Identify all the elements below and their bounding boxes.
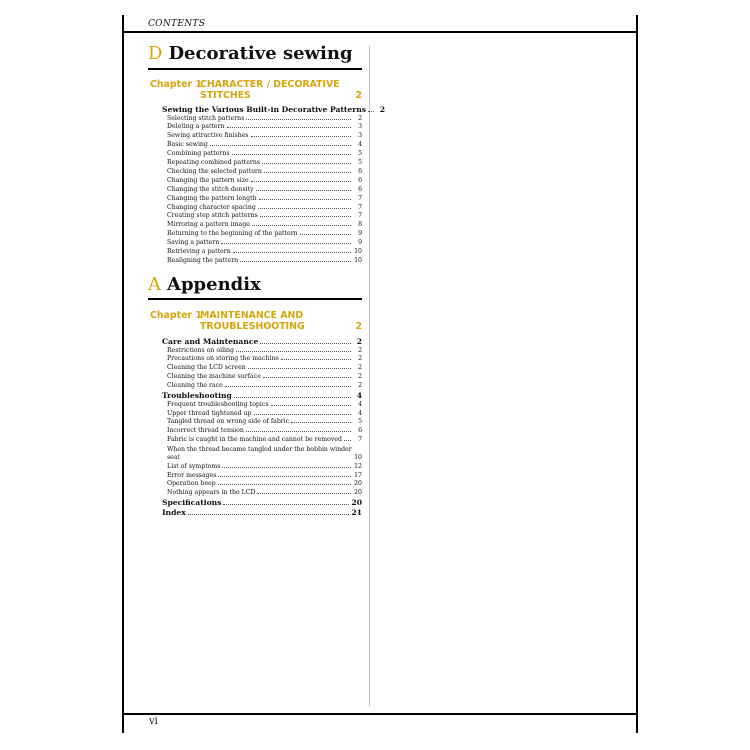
toc-entry-page: 4: [358, 400, 362, 408]
dot-leader: [218, 476, 351, 477]
toc-entry-text: Changing the pattern size: [167, 176, 249, 184]
toc-heading-entry: [162, 391, 362, 401]
toc-entry-text: Sewing attractive finishes: [167, 132, 249, 140]
dot-leader: [223, 504, 349, 505]
toc-entry-text: When the thread became tangled under the bobbin winder seat: [167, 445, 352, 462]
toc-entry: [162, 248, 362, 257]
toc-entry-text: Changing the stitch density: [167, 185, 254, 193]
toc-entry-text: Index: [162, 507, 186, 517]
dot-leader: [188, 514, 350, 515]
toc-entry-page: 5: [358, 418, 362, 426]
dot-leader: [221, 243, 351, 244]
toc-entry: [162, 177, 362, 186]
dot-leader: [368, 111, 374, 112]
toc-entry-text: Saving a pattern: [167, 239, 220, 247]
chapter-page: 2: [355, 321, 362, 332]
toc-entry: [162, 472, 362, 481]
toc-list: [162, 337, 362, 517]
toc-entry-text: Mirroring a pattern image: [167, 221, 250, 229]
toc-entry: [162, 382, 362, 391]
toc-entry: [162, 204, 362, 213]
toc-entry-text: Error messages: [167, 471, 217, 479]
dot-leader: [246, 119, 351, 120]
toc-entry-text: Basic sewing: [167, 141, 208, 149]
toc-entry: [162, 489, 362, 498]
dot-leader: [252, 225, 351, 226]
dot-leader: [240, 261, 351, 262]
toc-entry-text: Operation beep: [167, 480, 216, 488]
running-header: CONTENTS: [148, 19, 206, 29]
toc-entry: [162, 427, 362, 436]
dot-leader: [291, 422, 351, 423]
toc-entry-page: 2: [358, 355, 362, 363]
toc-entry-text: Specifications: [162, 498, 222, 508]
toc-entry-page: 7: [358, 212, 362, 220]
toc-entry: [162, 132, 362, 141]
toc-entry-text: Restrictions on oiling: [167, 346, 234, 354]
dot-leader: [260, 343, 351, 344]
toc-entry-page: 20: [354, 489, 362, 497]
section-letter: D: [148, 43, 163, 64]
dot-leader: [248, 368, 351, 369]
toc-entry-text: Cleaning the race: [167, 382, 223, 390]
toc-entry-page: 3: [358, 132, 362, 140]
toc-entry: [162, 115, 362, 124]
toc-entry: [162, 123, 362, 132]
dot-leader: [257, 493, 351, 494]
toc-entry-text: Nothing appears in the LCD: [167, 489, 256, 497]
dot-leader: [344, 440, 351, 441]
toc-entry: [162, 436, 362, 445]
footer-rule: [122, 713, 638, 715]
toc-entry: [162, 355, 362, 364]
toc-entry-text: Incorrect thread tension: [167, 427, 244, 435]
dot-leader: [222, 467, 351, 468]
header-rule: [122, 31, 638, 33]
toc-entry-page: 2: [358, 364, 362, 372]
dot-leader: [233, 252, 351, 253]
toc-entry-page: 6: [358, 185, 362, 193]
toc-entry: [162, 221, 362, 230]
chapter-page: 2: [355, 90, 362, 101]
dot-leader: [259, 199, 351, 200]
toc-entry-text: Changing character spacing: [167, 203, 256, 211]
toc-entry-text: Troubleshooting: [162, 391, 232, 401]
toc-entry-page: 10: [354, 247, 362, 255]
section-heading: [148, 275, 261, 295]
dot-leader: [260, 216, 351, 217]
toc-entry: [162, 373, 362, 382]
toc-entry-page: 2: [358, 382, 362, 390]
toc-entry-page: 2: [356, 337, 362, 346]
dot-leader: [262, 163, 351, 164]
dot-leader: [300, 234, 351, 235]
toc-entry-text: Checking the selected pattern: [167, 167, 262, 175]
dot-leader: [264, 172, 351, 173]
toc-entry-page: 12: [354, 462, 362, 470]
page-number: vi: [149, 716, 158, 727]
chapter-number: Chapter 1: [150, 79, 202, 90]
toc-entry-text: Upper thread tightened up: [167, 409, 252, 417]
dot-leader: [218, 484, 351, 485]
toc-entry: [162, 410, 362, 419]
toc-entry: [162, 150, 362, 159]
toc-entry-text: Fabric is caught in the machine and cannot be removed: [167, 436, 343, 444]
toc-entry-text: Cleaning the LCD screen: [167, 364, 246, 372]
toc-entry-page: 20: [351, 498, 362, 508]
toc-entry-text: Precautions on storing the machine: [167, 355, 279, 363]
dot-leader: [225, 386, 351, 387]
toc-entry-text: Realigning the pattern: [167, 256, 239, 264]
dot-leader: [251, 181, 351, 182]
dot-leader: [281, 359, 351, 360]
toc-entry-page: 4: [358, 409, 362, 417]
toc-entry: [162, 401, 362, 410]
toc-entry-page: 7: [358, 203, 362, 211]
toc-entry: [162, 186, 362, 195]
toc-list: [162, 105, 386, 266]
chapter-number: Chapter 1: [150, 310, 202, 321]
toc-entry-text: Cleaning the machine surface: [167, 373, 261, 381]
toc-entry: [162, 445, 362, 463]
toc-entry-page: 6: [358, 427, 362, 435]
toc-entry-text: Retrieving a pattern: [167, 247, 231, 255]
chapter-title: CHARACTER / DECORATIVE STITCHES: [200, 79, 340, 101]
toc-entry: [162, 212, 362, 221]
section-rule: [148, 68, 362, 70]
toc-entry-page: 9: [358, 239, 362, 247]
toc-entry: [162, 463, 362, 472]
chapter-heading: [148, 79, 362, 103]
dot-leader: [234, 397, 351, 398]
toc-heading-entry: [162, 337, 362, 347]
toc-entry: [162, 230, 362, 239]
toc-entry-page: 20: [354, 480, 362, 488]
toc-entry-page: 21: [351, 507, 362, 517]
toc-entry-page: 2: [379, 105, 386, 114]
toc-entry-page: 6: [358, 176, 362, 184]
toc-entry-page: 9: [358, 230, 362, 238]
toc-entry-page: 2: [358, 346, 362, 354]
toc-entry-text: Deleting a pattern: [167, 123, 225, 131]
section-letter: A: [148, 274, 161, 295]
dot-leader: [271, 405, 352, 406]
toc-entry-page: 3: [358, 123, 362, 131]
dot-leader: [251, 136, 351, 137]
toc-entry: [162, 347, 362, 356]
toc-entry: [162, 141, 362, 150]
toc-entry-page: 2: [358, 373, 362, 381]
toc-heading-entry: [162, 498, 362, 508]
toc-entry-page: 17: [354, 471, 362, 479]
toc-entry-text: Creating step stitch patterns: [167, 212, 258, 220]
toc-entry-page: 5: [358, 159, 362, 167]
toc-entry-page: 6: [358, 167, 362, 175]
toc-entry-page: 8: [358, 221, 362, 229]
toc-entry-text: Sewing the Various Built-in Decorative Patterns: [162, 105, 367, 114]
chapter-heading: [148, 310, 362, 334]
toc-entry: [162, 168, 362, 177]
toc-entry-page: 4: [358, 141, 362, 149]
dot-leader: [246, 431, 351, 432]
dot-leader: [254, 414, 351, 415]
dot-leader: [263, 377, 351, 378]
toc-entry: [162, 239, 362, 248]
toc-entry-page: 2: [358, 114, 362, 122]
dot-leader: [236, 351, 351, 352]
toc-entry-text: Care and Maintenance: [162, 337, 259, 346]
chapter-title: MAINTENANCE AND TROUBLESHOOTING: [200, 310, 305, 332]
toc-entry-text: List of symptoms: [167, 462, 221, 470]
toc-heading-entry: [162, 105, 386, 115]
section-rule: [148, 298, 362, 300]
column-divider: [369, 46, 370, 706]
section-title: Decorative sewing: [168, 43, 353, 64]
toc-entry-text: Combining patterns: [167, 150, 230, 158]
toc-entry-page: 10: [354, 256, 362, 264]
toc-entry: [162, 159, 362, 168]
toc-entry-page: 7: [358, 436, 362, 444]
toc-entry-page: 7: [358, 194, 362, 202]
section-title: Appendix: [167, 274, 261, 295]
dot-leader: [256, 190, 351, 191]
dot-leader: [227, 127, 351, 128]
toc-entry: [162, 480, 362, 489]
toc-entry: [162, 418, 362, 427]
toc-entry: [162, 257, 362, 266]
toc-entry-text: Returning to the beginning of the pattern: [167, 230, 298, 238]
toc-entry-text: Repeating combined patterns: [167, 159, 260, 167]
toc-entry-text: Changing the pattern length: [167, 194, 257, 202]
toc-entry-page: 10: [354, 453, 362, 461]
dot-leader: [210, 145, 351, 146]
toc-entry: [162, 195, 362, 204]
toc-entry-text: Frequent troubleshooting topics: [167, 400, 269, 408]
dot-leader: [258, 208, 351, 209]
toc-entry-text: Selecting stitch patterns: [167, 114, 245, 122]
toc-entry-text: Tangled thread on wrong side of fabric: [167, 418, 290, 426]
dot-leader: [232, 154, 351, 155]
toc-entry-page: 4: [356, 391, 362, 401]
toc-entry: [162, 364, 362, 373]
section-heading: [148, 44, 353, 64]
toc-entry-page: 5: [358, 150, 362, 158]
toc-heading-entry: [162, 508, 362, 518]
